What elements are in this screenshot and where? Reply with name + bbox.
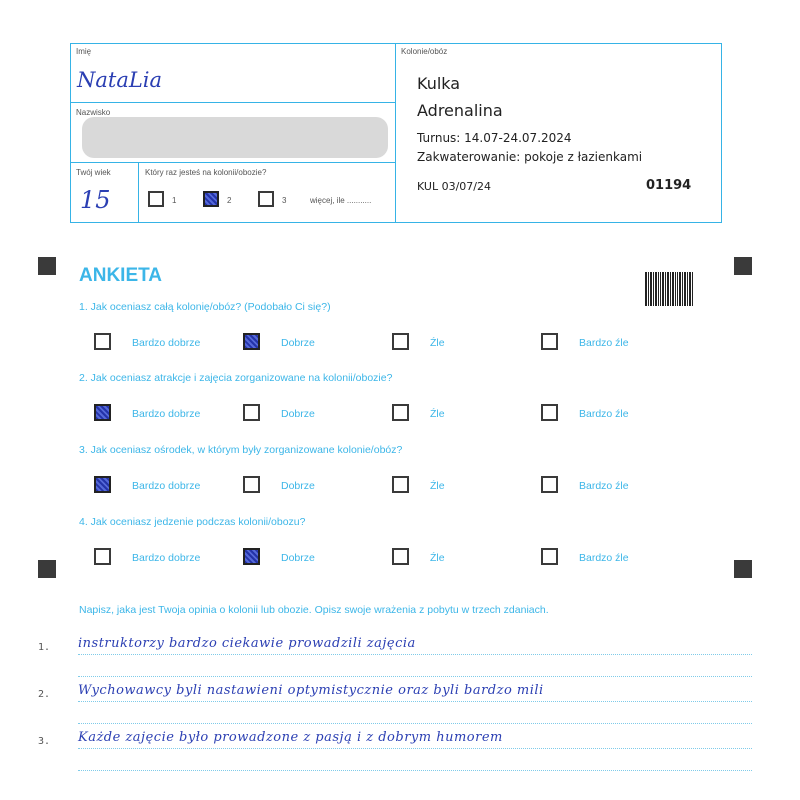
- rating-checkbox[interactable]: [392, 404, 409, 421]
- answer-line: [78, 676, 752, 677]
- rating-checkbox[interactable]: [392, 333, 409, 350]
- rating-option-label: Dobrze: [281, 480, 315, 492]
- rating-checkbox[interactable]: [392, 548, 409, 565]
- opinion-answer[interactable]: Wychowawcy byli nastawieni optymistycznie oraz byli bardzo mili: [78, 683, 544, 698]
- ktory-raz-checkbox-3[interactable]: [258, 191, 274, 207]
- rating-option-label: Bardzo dobrze: [132, 480, 201, 492]
- rating-checkbox[interactable]: [94, 476, 111, 493]
- opinion-answer[interactable]: instruktorzy bardzo ciekawie prowadzili zajęcia: [78, 636, 416, 651]
- ktory-raz-option-3: 3: [282, 196, 287, 205]
- rating-checkbox[interactable]: [541, 548, 558, 565]
- ktory-raz-option-1: 1: [172, 196, 177, 205]
- rating-option-label: Źle: [430, 337, 445, 349]
- registration-marker: [734, 560, 752, 578]
- question-text: 3. Jak oceniasz ośrodek, w którym były zorganizowane kolonie/obóz?: [79, 444, 403, 456]
- rating-option-label: Bardzo dobrze: [132, 408, 201, 420]
- rating-checkbox[interactable]: [541, 476, 558, 493]
- rating-option-label: Bardzo źle: [579, 337, 629, 349]
- rating-option-label: Dobrze: [281, 408, 315, 420]
- opinion-prompt: Napisz, jaka jest Twoja opinia o kolonii lub obozie. Opisz swoje wrażenia z pobytu w trzech zdaniach.: [79, 604, 549, 616]
- rating-option-label: Bardzo źle: [579, 408, 629, 420]
- rating-option-label: Bardzo źle: [579, 480, 629, 492]
- rating-option-label: Źle: [430, 480, 445, 492]
- ktory-raz-checkbox-1[interactable]: [148, 191, 164, 207]
- kod: KUL 03/07/24: [417, 180, 491, 193]
- header-divider: [70, 162, 396, 163]
- imie-label: Imię: [76, 47, 92, 56]
- numer: 01194: [646, 178, 692, 193]
- imie-value: NataLia: [77, 68, 163, 92]
- rating-checkbox[interactable]: [94, 548, 111, 565]
- opinion-line-number: 1.: [38, 642, 51, 653]
- rating-checkbox[interactable]: [243, 404, 260, 421]
- rating-option-label: Dobrze: [281, 337, 315, 349]
- rating-checkbox[interactable]: [243, 476, 260, 493]
- turnus: Turnus: 14.07-24.07.2024: [417, 131, 572, 145]
- ktory-raz-checkbox-2[interactable]: [203, 191, 219, 207]
- rating-option-label: Źle: [430, 552, 445, 564]
- nazwisko-label: Nazwisko: [76, 108, 111, 117]
- nazwisko-redacted: [82, 117, 388, 158]
- question-text: 1. Jak oceniasz całą kolonię/obóz? (Podobało Ci się?): [79, 301, 331, 313]
- rating-checkbox[interactable]: [541, 404, 558, 421]
- barcode: [645, 272, 699, 306]
- ktory-raz-label: Który raz jesteś na kolonii/obozie?: [145, 168, 267, 177]
- rating-option-label: Źle: [430, 408, 445, 420]
- rating-option-label: Bardzo dobrze: [132, 552, 201, 564]
- question-text: 2. Jak oceniasz atrakcje i zajęcia zorganizowane na kolonii/obozie?: [79, 372, 393, 384]
- rating-checkbox[interactable]: [94, 404, 111, 421]
- registration-marker: [734, 257, 752, 275]
- rating-checkbox[interactable]: [243, 548, 260, 565]
- zakwaterowanie: Zakwaterowanie: pokoje z łazienkami: [417, 150, 643, 164]
- header-divider: [138, 162, 139, 223]
- rating-checkbox[interactable]: [392, 476, 409, 493]
- kolonie-label: Kolonie/obóz: [401, 47, 448, 56]
- rating-checkbox[interactable]: [541, 333, 558, 350]
- kolonie-name-2: Adrenalina: [417, 101, 503, 120]
- opinion-answer[interactable]: Każde zajęcie było prowadzone z pasją i z dobrym humorem: [78, 730, 503, 745]
- header-divider: [395, 43, 396, 223]
- rating-option-label: Dobrze: [281, 552, 315, 564]
- opinion-line-number: 2.: [38, 689, 51, 700]
- answer-line: [78, 770, 752, 771]
- answer-line: [78, 654, 752, 655]
- wiek-label: Twój wiek: [76, 168, 111, 177]
- ktory-raz-option-2: 2: [227, 196, 232, 205]
- wiek-value: 15: [80, 186, 111, 214]
- header-divider: [70, 102, 396, 103]
- opinion-line-number: 3.: [38, 736, 51, 747]
- question-text: 4. Jak oceniasz jedzenie podczas kolonii/obozu?: [79, 516, 306, 528]
- answer-line: [78, 723, 752, 724]
- registration-marker: [38, 560, 56, 578]
- answer-line: [78, 701, 752, 702]
- ktory-raz-option-more: więcej, ile ...........: [310, 196, 372, 205]
- rating-option-label: Bardzo dobrze: [132, 337, 201, 349]
- rating-checkbox[interactable]: [94, 333, 111, 350]
- ankieta-title: ANKIETA: [79, 265, 163, 286]
- kolonie-name-1: Kulka: [417, 74, 461, 93]
- rating-checkbox[interactable]: [243, 333, 260, 350]
- registration-marker: [38, 257, 56, 275]
- rating-option-label: Bardzo źle: [579, 552, 629, 564]
- answer-line: [78, 748, 752, 749]
